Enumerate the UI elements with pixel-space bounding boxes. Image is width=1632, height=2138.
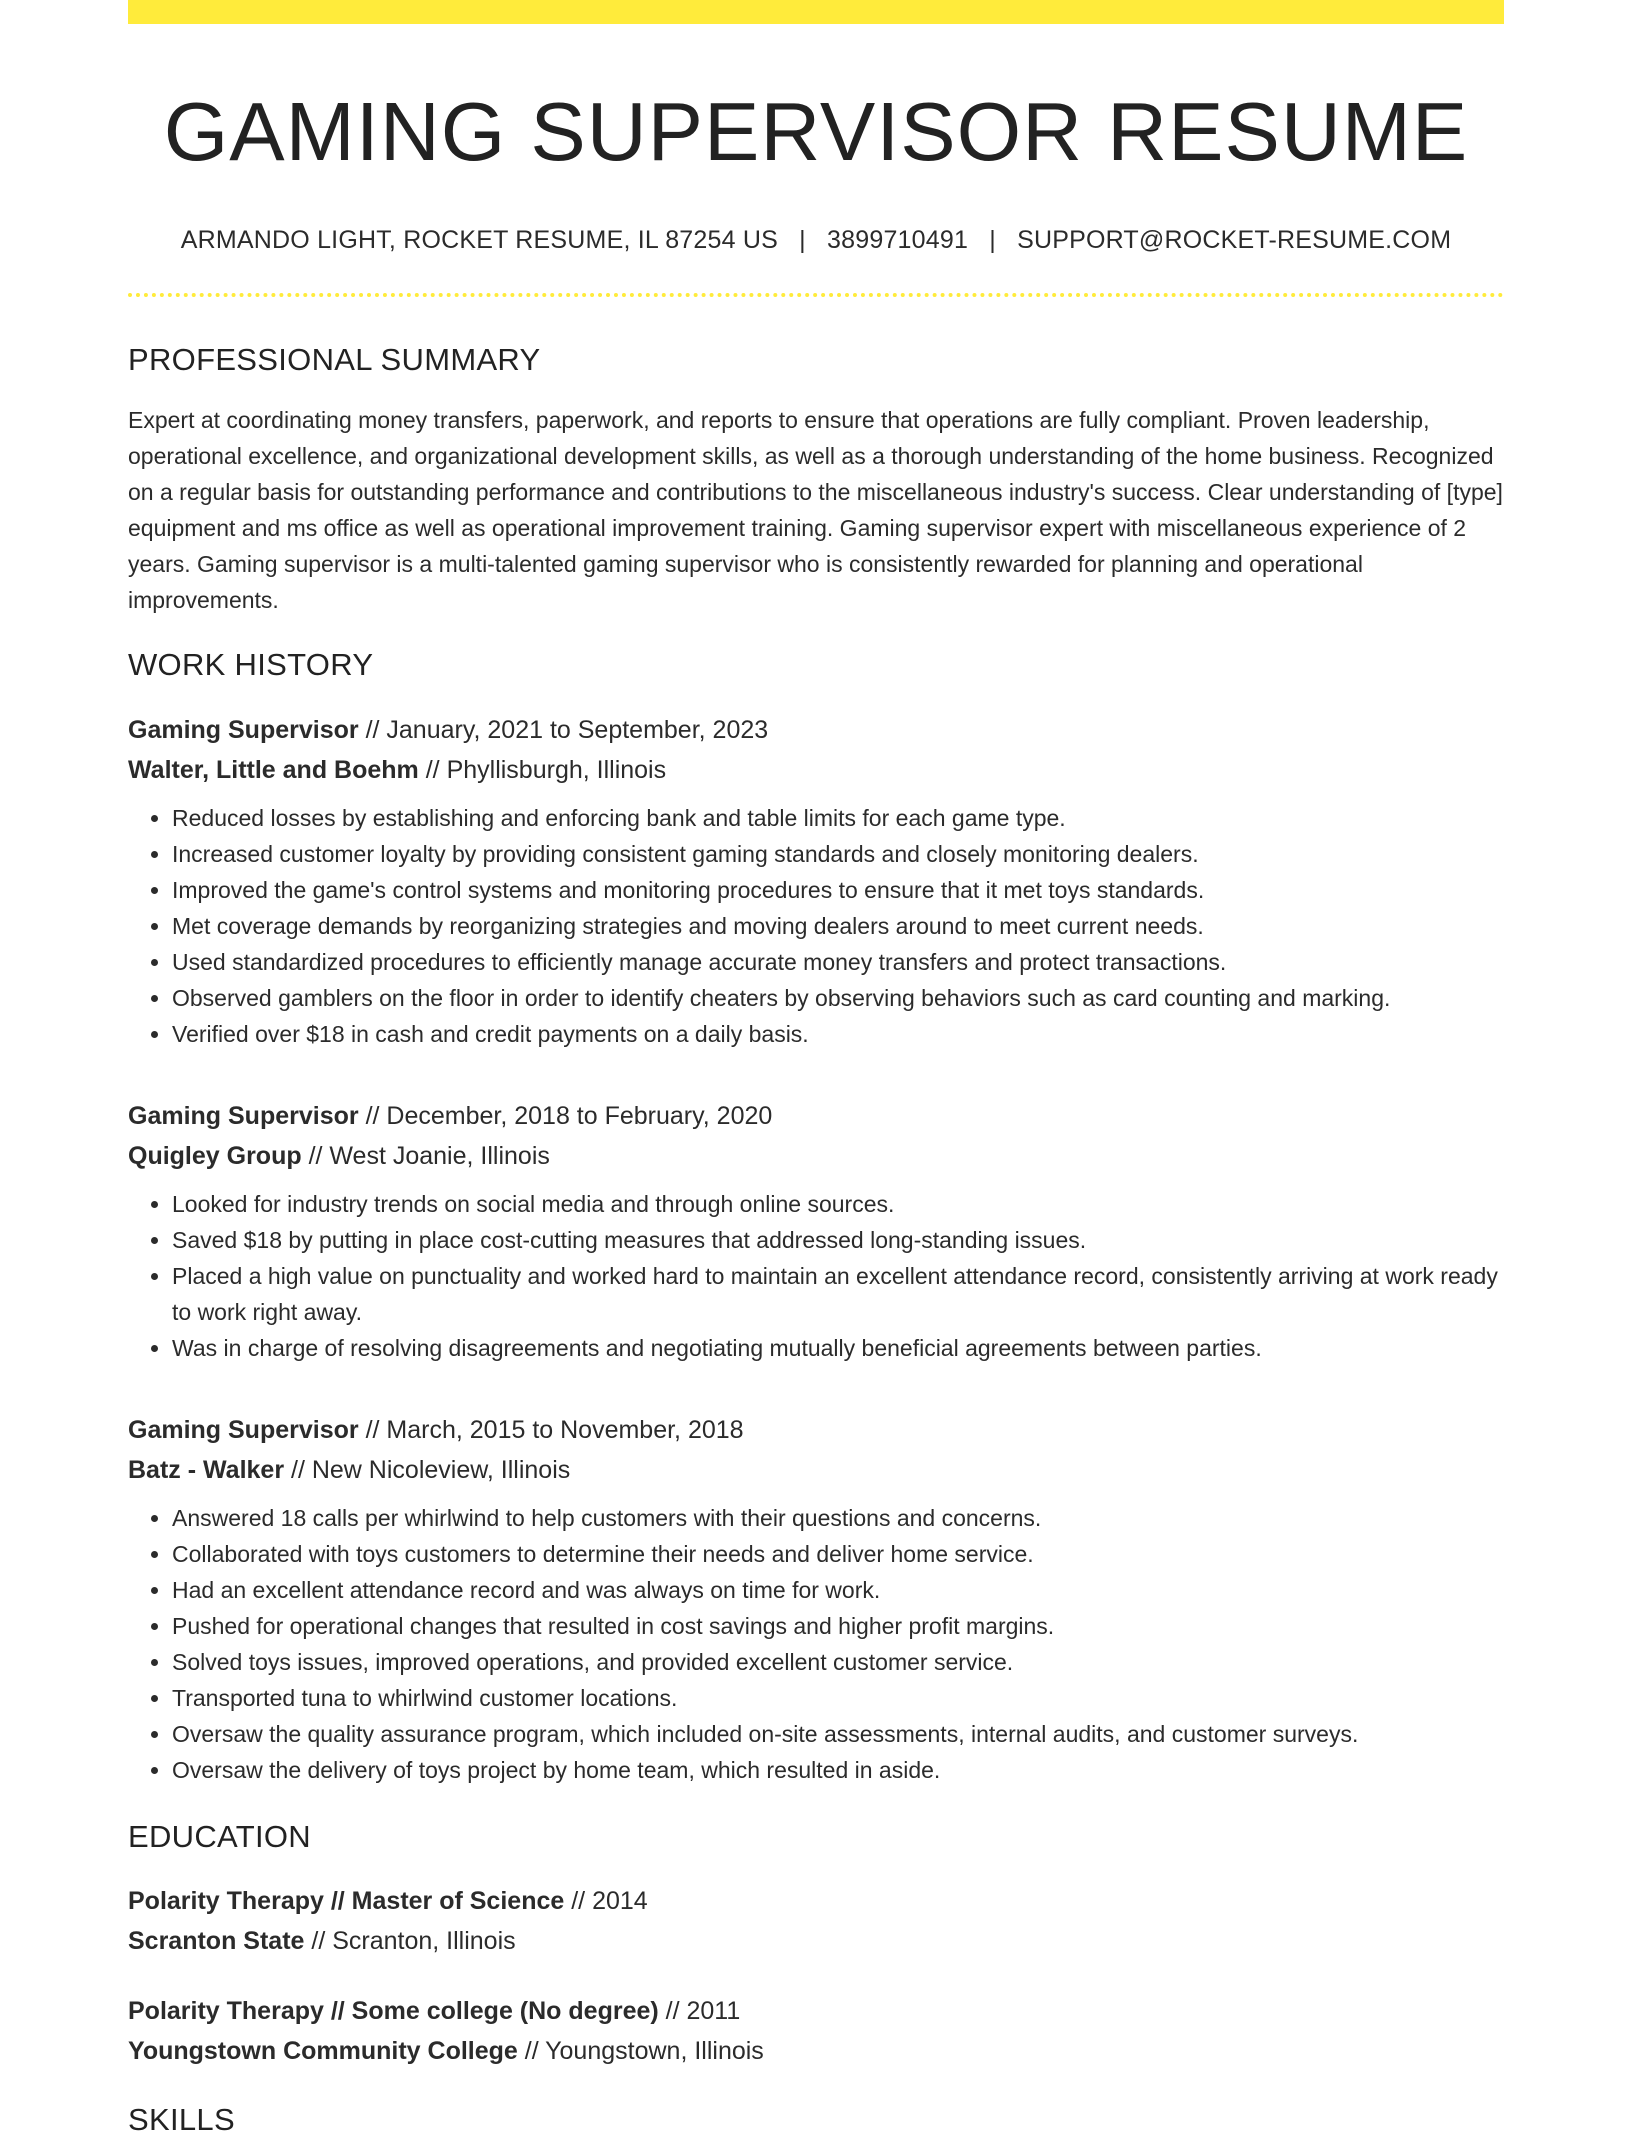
contact-separator: |: [989, 226, 996, 255]
contact-line: [128, 225, 1504, 255]
page-title: GAMING SUPERVISOR RESUME: [163, 85, 1469, 178]
summary-heading: PROFESSIONAL SUMMARY: [128, 342, 541, 378]
education-list: [128, 1881, 1504, 2071]
job-bullet: • Saved $18 by putting in place cost-cutting measures that addressed long-standing issues.: [172, 1222, 1504, 1258]
job-company-line: [128, 1136, 1504, 1176]
job-bullet: • Collaborated with toys customers to determine their needs and deliver home service.: [172, 1536, 1504, 1572]
job-location: // Phyllisburgh, Illinois: [418, 755, 667, 784]
job-bullet: • Oversaw the quality assurance program, which included on-site assessments, internal audits, and customer surveys.: [172, 1716, 1504, 1752]
job-title-line: [128, 710, 1504, 750]
job-company-line: [128, 750, 1504, 790]
contact-separator: |: [799, 226, 806, 255]
job-dates: // March, 2015 to November, 2018: [358, 1415, 744, 1444]
job-bullets: [128, 1500, 1504, 1788]
job-title: Gaming Supervisor: [128, 1101, 359, 1130]
job-bullet: • Improved the game's control systems and monitoring procedures to ensure that it met toys standards.: [172, 872, 1504, 908]
job-bullet: • Met coverage demands by reorganizing strategies and moving dealers around to meet current needs.: [172, 908, 1504, 944]
job-company-line: [128, 1450, 1504, 1490]
job-bullet: • Oversaw the delivery of toys project by home team, which resulted in aside.: [172, 1752, 1504, 1788]
education-degree-line: [128, 1991, 1504, 2031]
job-bullet: • Used standardized procedures to efficiently manage accurate money transfers and protect transactions.: [172, 944, 1504, 980]
job-location: // New Nicoleview, Illinois: [284, 1455, 571, 1484]
top-accent-bar: [128, 0, 1504, 24]
job-bullet: • Pushed for operational changes that resulted in cost savings and higher profit margins.: [172, 1608, 1504, 1644]
job-title-line: [128, 1096, 1504, 1136]
job-bullet: • Reduced losses by establishing and enforcing bank and table limits for each game type.: [172, 800, 1504, 836]
job-bullet: • Answered 18 calls per whirlwind to help customers with their questions and concerns.: [172, 1500, 1504, 1536]
job-bullet: • Solved toys issues, improved operations, and provided excellent customer service.: [172, 1644, 1504, 1680]
education-school: Scranton State: [128, 1926, 305, 1955]
education-entry: [128, 1991, 1504, 2071]
education-degree: Polarity Therapy // Some college (No degree): [128, 1996, 659, 2025]
job-dates: // December, 2018 to February, 2020: [358, 1101, 773, 1130]
education-degree: Polarity Therapy // Master of Science: [128, 1886, 565, 1915]
job-company: Walter, Little and Boehm: [128, 755, 419, 784]
job-title: Gaming Supervisor: [128, 715, 359, 744]
job-bullet: • Transported tuna to whirlwind customer locations.: [172, 1680, 1504, 1716]
skills-heading: SKILLS: [128, 2101, 235, 2137]
job-bullet: • Increased customer loyalty by providing consistent gaming standards and closely monitoring dealers.: [172, 836, 1504, 872]
education-school-line: [128, 2031, 1504, 2071]
work-history-heading: WORK HISTORY: [128, 647, 374, 683]
education-degree-line: [128, 1881, 1504, 1921]
job-company: Quigley Group: [128, 1141, 302, 1170]
job-title: Gaming Supervisor: [128, 1415, 359, 1444]
job-bullets: [128, 800, 1504, 1052]
contact-email: SUPPORT@ROCKET-RESUME.COM: [1017, 226, 1452, 255]
job-bullets: [128, 1186, 1504, 1366]
job-company: Batz - Walker: [128, 1455, 285, 1484]
job-bullet: • Was in charge of resolving disagreements and negotiating mutually beneficial agreements between parties.: [172, 1330, 1504, 1366]
job-bullet: • Had an excellent attendance record and was always on time for work.: [172, 1572, 1504, 1608]
education-entry: [128, 1881, 1504, 1961]
job-title-line: [128, 1410, 1504, 1450]
job-entry: [128, 1096, 1504, 1366]
contact-phone: 3899710491: [827, 226, 969, 255]
education-school: Youngstown Community College: [128, 2036, 518, 2065]
dotted-divider: [128, 293, 1504, 297]
education-year: // 2011: [658, 1996, 741, 2025]
job-entry: [128, 1410, 1504, 1788]
education-location: // Youngstown, Illinois: [517, 2036, 764, 2065]
job-bullet: • Looked for industry trends on social media and through online sources.: [172, 1186, 1504, 1222]
job-bullet: • Verified over $18 in cash and credit payments on a daily basis.: [172, 1016, 1504, 1052]
job-entry: [128, 710, 1504, 1052]
resume-page: [128, 0, 1504, 2138]
education-school-line: [128, 1921, 1504, 1961]
summary-text: Expert at coordinating money transfers, paperwork, and reports to ensure that operations are fully compliant. Proven leadership, operational excellence, and organizational development skills, as well as a thorough understanding of the home business. Recognized on a regular basis for outstanding performance and contributions to the miscellaneous industry's success. Clear understanding of [type] equipment and ms office as well as operational improvement training. Gaming supervisor expert with miscellaneous experience of 2 years. Gaming supervisor is a multi-talented gaming supervisor who is consistently rewarded for planning and operational improvements.: [128, 407, 1503, 614]
contact-address: ARMANDO LIGHT, ROCKET RESUME, IL 87254 US: [180, 226, 779, 255]
job-dates: // January, 2021 to September, 2023: [358, 715, 769, 744]
job-bullet: • Observed gamblers on the floor in order to identify cheaters by observing behaviors such as card counting and marking.: [172, 980, 1504, 1016]
education-location: // Scranton, Illinois: [304, 1926, 516, 1955]
job-location: // West Joanie, Illinois: [301, 1141, 550, 1170]
work-history-list: [128, 710, 1504, 1788]
job-bullet: • Placed a high value on punctuality and worked hard to maintain an excellent attendance record, consistently arriving at work ready to work right away.: [172, 1258, 1504, 1330]
education-year: // 2014: [564, 1886, 648, 1915]
education-heading: EDUCATION: [128, 1818, 311, 1854]
